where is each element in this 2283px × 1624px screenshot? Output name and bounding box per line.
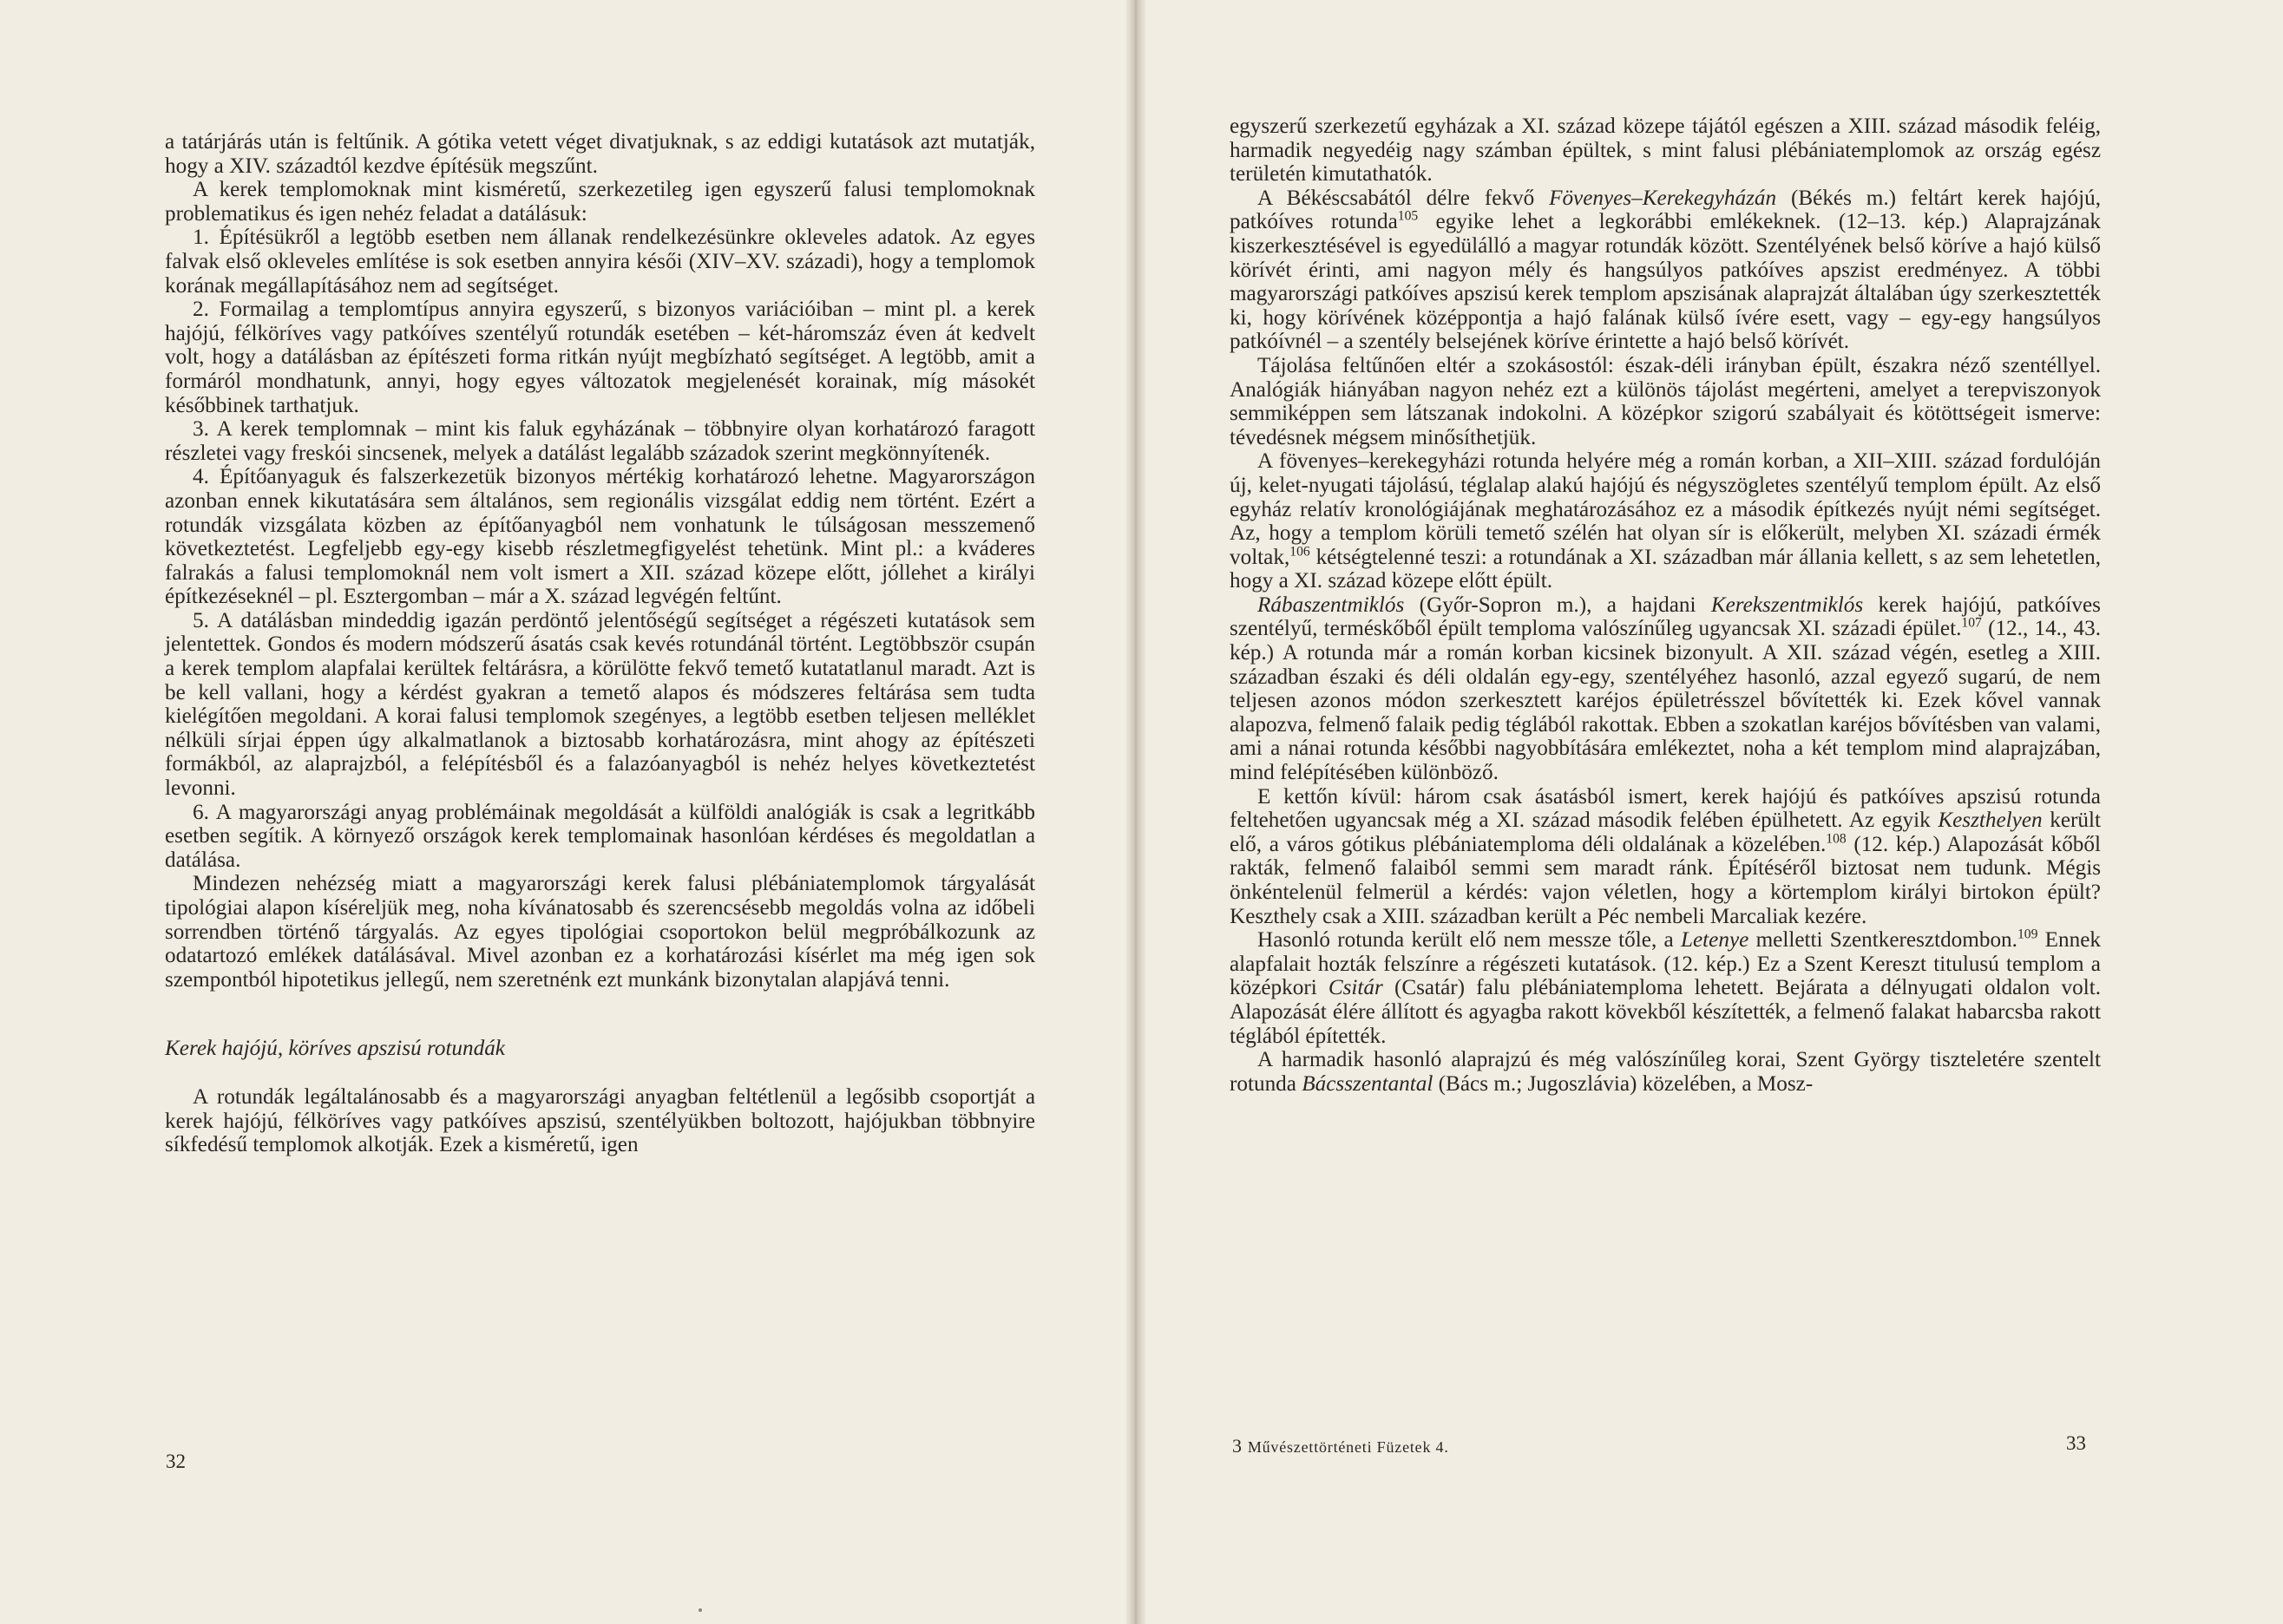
page-number: 32 (166, 1450, 186, 1472)
place-name: Fövenyes–Kerekegyházán (1549, 186, 1777, 210)
paragraph: A rotundák legáltalánosabb és a magyarországi anyagban feltétlenül a legősibb csoportját a kerek hajójú, félköríves vagy patkóíves apszisú, szentélyükben boltozott, hajójukban többnyire síkfedésű templomok alkotják. Ezek a kisméretű, igen (165, 1084, 1035, 1157)
paragraph: a tatárjárás után is feltűnik. A gótika vetett véget divatjuknak, s az eddigi kutatások azt mutatják, hogy a XIV. századtól kezdve építésük megszűnt. (165, 130, 1035, 178)
paragraph: Rábaszentmiklós (Győr-Sopron m.), a hajdani Kerekszentmiklós kerek hajójú, patkóíves szentélyű, terméskőből épült temploma valószínűleg ugyancsak XI. századi épület.$^{107}$ (12., 14., 43. kép.) A rotunda már a román korban kicsinek bizonyult. A XII. század végén, esetleg a XIII. században északi és déli oldalán egy-egy, szentélyéhez hasonló, azzal egyező sugarú, de nem teljesen azonos módon szerkesztett karéjos épületrésszel bővítették ki. Ezek kővel vannak alapozva, felmenő falaik pedig téglából rakottak. Ebben a szokatlan karéjos bővítésben van valami, ami a nánai rotunda későbbi nagyobbítására emlékeztet, noha a két templom mind alaprajzában, mind felépítésében különböző. (1230, 593, 2101, 785)
paragraph: E kettőn kívül: három csak ásatásból ismert, kerek hajójú és patkóíves apszisú rotunda feltehetően ugyancsak még a XI. század második felében épülhetett. Az egyik Keszthelyen került elő, a város gótikus plébániatemploma déli oldalának a közelében.$^{108}$ (12. kép.) Alapozását kőből rakták, felmenő falaiból semmi sem maradt ránk. Építéséről biztosat nem tudunk. Mégis önkéntelenül felmerül a kérdés: vajon véletlen, hogy a körtemplom királyi birtokon épült? Keszthely csak a XIII. században került a Péc nembeli Marcaliak kezére. (1230, 784, 2101, 928)
book-gutter (1126, 0, 1145, 1624)
paragraph: Hasonló rotunda került elő nem messze tőle, a Letenye melletti Szentkeresztdombon.$^{109}$ Ennek alapfalait hozták felszínre a régészeti kutatások. (12. kép.) Ez a Szent Kereszt titulusú templom a középkori Csitár (Csatár) falu plébániatemploma lehetett. Bejárata a délnyugati oldalon volt. Alapozását élére állított és agyagba rakott kövekből készítették, a felmenő falakat habarcsba rakott téglából építették. (1230, 927, 2101, 1048)
footnote-ref: 107 (1961, 616, 1982, 632)
footnote-ref: 106 (1289, 544, 1310, 560)
place-name: Kerekszentmiklós (1710, 593, 1864, 617)
place-name: Csitár (1328, 976, 1383, 1000)
right-page-body (1230, 115, 2101, 1096)
footnote-ref: 109 (2017, 927, 2038, 942)
paragraph: A kerek templomoknak mint kisméretű, szerkezetileg igen egyszerű falusi templomoknak problematikus és igen nehéz feladat a datálásuk: (165, 178, 1035, 226)
printer-signature: 3 Művészettörténeti Füzetek 4. (1232, 1435, 1449, 1457)
left-page-body (165, 130, 1035, 1157)
paragraph: Tájolása feltűnően eltér a szokásostól: észak-déli irányban épült, északra néző szentéllyel. Analógiák hiányában nagyon nehéz ezt a különös tájolást megérteni, amelyet a terepviszonyok semmiképpen sem látszanak indokolni. A középkor szigorú szabályait és kötöttségeit ismerve: tévedésnek mégsem minősíthetjük. (1230, 353, 2101, 449)
paragraph: A fövenyes–kerekegyházi rotunda helyére még a román korban, a XII–XIII. század fordulóján új, kelet-nyugati tájolású, téglalap alakú hajójú és négyszögletes szentélyű templom épült. Az első egyház relatív kronológiájának meghatározásához ez a második építkezés nyújt némi segítséget. Az, hogy a templom körüli temető szélén hat olyan sír is előkerült, melyben XI. századi érmék voltak,$^{106}$ kétségtelenné teszi: a rotundának a XI. században már állania kellett, s az sem lehetetlen, hogy a XI. század közepe előtt épült. (1230, 449, 2101, 593)
footnote-ref: 105 (1397, 208, 1419, 224)
list-item: 6. A magyarországi anyag problémáinak megoldását a külföldi analógiák is csak a legritkább esetben segítik. A környező országok kerek templomainak hasonlóan kérdéses és megoldatlan a datálása. (165, 800, 1035, 872)
list-item: 4. Építőanyaguk és falszerkezetük bizonyos mértékig korhatározó lehetne. Magyarországon azonban ennek kikutatására sem általános, sem regionális vizsgálat eddig nem történt. Ezért a rotundák vizsgálata közben az építőanyagból nem vonhatunk le túlságosan messzemenő következtetést. Legfeljebb egy-egy kisebb részletmegfigyelést tehetünk. Mint pl.: a kváderes falrakás a falusi templomoknál nem volt ismert a XII. század közepe előtt, jóllehet a királyi építkezéseknél – pl. Esztergomban – már a X. század legvégén feltűnt. (165, 465, 1035, 609)
list-item: 5. A datálásban mindeddig igazán perdöntő jelentőségű segítséget a régészeti kutatások sem jelentettek. Gondos és modern módszerű ásatás csak kevés rotundánál történt. Legtöbbször csupán a kerek templom alapfalai kerültek feltárásra, a körülötte fekvő temető kutatatlanul maradt. Azt is be kell vallani, hogy a kérdést gyakran a temető alapos és módszeres feltárása sem tudta kielégítően megoldani. A korai falusi templomok szegényes, a legtöbb esetben teljesen melléklet nélküli sírjai éppen úgy alkalmatlanok a biztosabb korhatározásra, mint ahogy az építészeti formákból, az alaprajzból, a felépítésből és a falazóanyagból is nehéz helyes következtetést levonni. (165, 608, 1035, 801)
footnote-ref: 108 (1826, 831, 1847, 847)
section-heading: Kerek hajójú, köríves apszisú rotundák (165, 1037, 505, 1061)
page-number: 33 (2066, 1432, 2086, 1454)
list-item: 2. Formailag a templomtípus annyira egyszerű, s bizonyos variációiban – mint pl. a kerek hajójú, félköríves vagy patkóíves szentélyű rotundák esetében – két-háromszáz éven át kedvelt volt, hogy a datálásban az építészeti forma ritkán nyújt megbízható segítséget. A legtöbb, amit a formáról mondhatunk, annyi, hogy egyes változatok megjelenését korainak, míg másokét későbbinek tarthatjuk. (165, 298, 1035, 417)
place-name: Bácsszentantal (1302, 1071, 1433, 1096)
place-name: Letenye (1680, 928, 1749, 953)
paper-speck (699, 1608, 702, 1612)
place-name: Rábaszentmiklós (1257, 593, 1405, 617)
place-name: Keszthelyen (1938, 809, 2043, 833)
list-item: 1. Építésükről a legtöbb esetben nem állanak rendelkezésünkre okleveles adatok. Az egyes falvak első okleveles említése is sok esetben annyira késői (XIV–XV. századi), hogy a templomok korának megállapításához nem ad segítséget. (165, 226, 1035, 298)
list-item: 3. A kerek templomnak – mint kis faluk egyházának – többnyire olyan korhatározó faragott részletei vagy freskói sincsenek, melyek a datálást legalább századok szerint megkönnyítenék. (165, 417, 1035, 465)
paragraph: Mindezen nehézség miatt a magyarországi kerek falusi plébániatemplomok tárgyalását tipológiai alapon kíséreljük meg, noha kívánatosabb és szerencsésebb megoldás volna az időbeli sorrendben történő tárgyalás. Az egyes tipológiai csoportokon belül megpróbálkozunk az odatartozó emlékek datálásával. Mivel azonban ez a korhatározási kísérlet ma még igen sok szempontból hipotetikus jellegű, nem szeretnénk ezt munkánk bizonytalan alapjává tenni. (165, 872, 1035, 992)
paragraph: A Békéscsabától délre fekvő Fövenyes–Kerekegyházán (Békés m.) feltárt kerek hajójú, patkóíves rotunda$^{105}$ egyike lehet a legkorábbi emlékeknek. (12–13. kép.) Alaprajzának kiszerkesztésével is egyedülálló a magyar rotundák között. Szentélyének belső köríve a hajó külső körívét érinti, ami nagyon mély és hangsúlyos patkóíves apszist eredményez. A többi magyarországi patkóíves apszisú kerek templom apszisának alaprajzát általában úgy szerkesztették ki, hogy körívének középpontja a hajó falának külső ívére esett, vagy – egy-egy hangsúlyos patkóívnél – a szentély belsejének köríve érintette a hajó belső körívét. (1230, 186, 2101, 354)
left-page (0, 0, 1133, 1624)
paragraph: A harmadik hasonló alaprajzú és még valószínűleg korai, Szent György tiszteletére szentelt rotunda Bácsszentantal (Bács m.; Jugoszlávia) közelében, a Mosz- (1230, 1048, 2101, 1096)
paragraph: egyszerű szerkezetű egyházak a XI. század közepe tájától egészen a XIII. század második feléig, harmadik negyedéig nagy számban épültek, s mint falusi plébániatemplomok az ország egész területén kimutathatók. (1230, 115, 2101, 187)
